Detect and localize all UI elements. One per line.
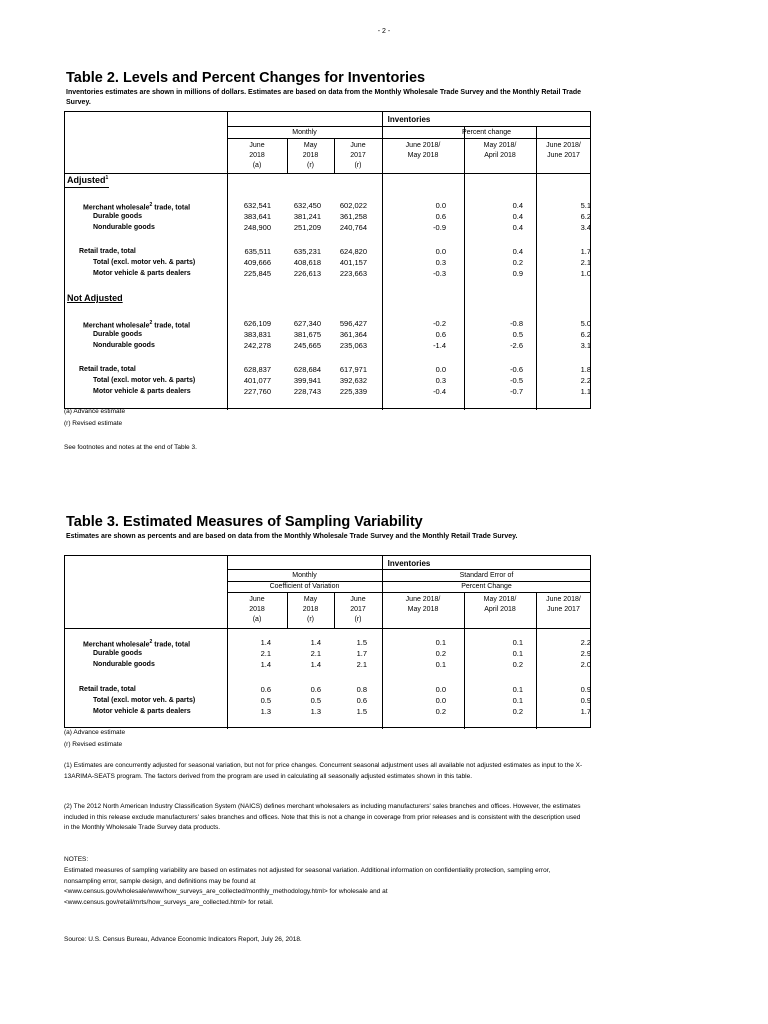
- column-header: May 2018: [407, 606, 439, 613]
- table-cell: 0.2: [435, 649, 446, 658]
- table-cell: 1.1: [580, 387, 591, 396]
- row-label: Total (excl. motor veh. & parts): [93, 259, 196, 266]
- column-header: 2017: [350, 152, 366, 159]
- column-header-flag: (r): [354, 162, 362, 169]
- table-cell: 401,157: [339, 258, 367, 267]
- column-header: April 2018: [484, 606, 516, 613]
- table-cell: 251,209: [293, 223, 321, 232]
- percent-change-header: Percent change: [461, 129, 512, 136]
- inventories-header: Inventories: [387, 115, 431, 124]
- table-cell: 2.9: [580, 649, 591, 658]
- table-cell: 1.3: [260, 707, 271, 716]
- table2-see-notes: See footnotes and notes at the end of Table 3.: [64, 444, 197, 451]
- row-label: Total (excl. motor veh. & parts): [93, 697, 196, 704]
- section-not-adjusted: Not Adjusted: [67, 293, 123, 303]
- column-header: June: [350, 596, 366, 603]
- table-cell: 0.9: [580, 696, 591, 705]
- table-cell: 381,241: [293, 212, 321, 221]
- column-header: June 2018/: [405, 142, 441, 149]
- table-cell: 0.0: [435, 696, 446, 705]
- table-cell: 242,278: [243, 341, 271, 350]
- table-rule: [227, 592, 591, 593]
- column-header: June 2017: [547, 606, 580, 613]
- table-cell: 626,109: [243, 319, 271, 328]
- table-cell: 0.6: [435, 212, 446, 221]
- table-cell: 0.9: [512, 269, 523, 278]
- table-rule: [227, 138, 591, 139]
- table-cell: 240,764: [339, 223, 367, 232]
- table-cell: 1.5: [356, 707, 367, 716]
- table-cell: 1.4: [310, 638, 321, 647]
- table-cell: 383,831: [243, 330, 271, 339]
- table-cell: 248,900: [243, 223, 271, 232]
- column-header: May 2018: [407, 152, 439, 159]
- table-rule: [65, 173, 591, 174]
- section-adjusted: Adjusted$^1$: [67, 175, 109, 185]
- table-cell: 0.4: [512, 212, 523, 221]
- table-cell: 1.7: [580, 707, 591, 716]
- table-cell: 0.2: [435, 707, 446, 716]
- inventories-header: Inventories: [387, 559, 431, 568]
- column-header-flag: (a): [252, 162, 262, 169]
- table-cell: 408,618: [293, 258, 321, 267]
- table-cell: 225,339: [339, 387, 367, 396]
- notes-body: Estimated measures of sampling variability are based on estimates not adjusted for seasonal variation. Additional information on confidentiality protection, sampling error, nonsampling error, sample design, and definitions may be found at: [64, 867, 551, 885]
- table-cell: 627,340: [293, 319, 321, 328]
- column-header: 2017: [350, 606, 366, 613]
- row-label: Retail trade, total: [79, 366, 136, 373]
- table-cell: 5.1: [580, 201, 591, 210]
- table-cell: 1.4: [260, 660, 271, 669]
- table-cell: 0.2: [512, 707, 523, 716]
- table-cell: 0.1: [512, 638, 523, 647]
- table2-subtitle: Inventories estimates are shown in millions of dollars. Estimates are based on data from the Monthly Wholesale Trade Survey and the Monthly Retail Trade Survey.: [66, 89, 582, 106]
- footnote-ref: 2: [149, 320, 153, 326]
- table-cell: 5.0: [580, 319, 591, 328]
- cov-header: Coefficient of Variation: [269, 583, 340, 590]
- table-cell: 0.0: [435, 201, 446, 210]
- column-header-flag: (r): [307, 616, 314, 623]
- notes-url-wholesale: <www.census.gov/wholesale/www/how_surveys_are_collected/monthly_methodology.html> for wholesale and at: [64, 888, 388, 895]
- row-label: Motor vehicle & parts dealers: [93, 708, 191, 715]
- table-cell: 6.2: [580, 330, 591, 339]
- column-header: June 2018/: [546, 142, 581, 149]
- column-header: May: [303, 596, 318, 603]
- table-cell: -0.7: [510, 387, 523, 396]
- table-cell: 409,666: [243, 258, 271, 267]
- table-rule: [65, 628, 591, 629]
- table-cell: 6.2: [580, 212, 591, 221]
- column-header-flag: (a): [252, 616, 262, 623]
- table-cell: -0.3: [433, 269, 446, 278]
- column-header-flag: (r): [354, 616, 362, 623]
- row-label: Retail trade, total: [79, 248, 136, 255]
- table3-note-a: (a) Advance estimate: [64, 729, 126, 736]
- table2-title: Table 2. Levels and Percent Changes for Inventories: [66, 70, 426, 86]
- table-cell: 2.0: [580, 660, 591, 669]
- table-cell: 361,258: [339, 212, 367, 221]
- table-cell: 2.2: [580, 638, 591, 647]
- table3-subtitle: Estimates are shown as percents and are based on data from the Monthly Wholesale Trade Survey and the Monthly Retail Trade Survey.: [66, 533, 518, 540]
- column-header: 2018: [249, 606, 265, 613]
- table-cell: 245,665: [293, 341, 321, 350]
- table-cell: 2.1: [580, 258, 591, 267]
- table-cell: 0.1: [512, 696, 523, 705]
- table-cell: 361,364: [339, 330, 367, 339]
- table2-note-r: (r) Revised estimate: [64, 420, 123, 427]
- row-label: Motor vehicle & parts dealers: [93, 270, 191, 277]
- table-cell: 225,845: [243, 269, 271, 278]
- notes-url-retail: <www.census.gov/retail/mrts/how_surveys_are_collected.html> for retail.: [64, 899, 274, 906]
- column-header: June: [249, 142, 265, 149]
- row-label: Merchant wholesale$^2$ trade, total: [83, 320, 191, 330]
- table-cell: 596,427: [339, 319, 367, 328]
- notes-heading: NOTES:: [64, 856, 89, 863]
- table-cell: 2.1: [260, 649, 271, 658]
- table-cell: 0.1: [435, 660, 446, 669]
- column-header: June 2018/: [405, 596, 441, 603]
- table-cell: 0.6: [310, 685, 321, 694]
- table-cell: 0.3: [435, 376, 446, 385]
- column-header: 2018: [302, 152, 319, 159]
- table-cell: 2.2: [580, 376, 591, 385]
- table2: [64, 111, 591, 409]
- table-cell: 2.1: [356, 660, 367, 669]
- table-cell: -0.9: [433, 223, 446, 232]
- table-cell: 383,641: [243, 212, 271, 221]
- row-label: Merchant wholesale$^2$ trade, total: [83, 202, 191, 212]
- column-header: 2018: [249, 152, 265, 159]
- table-cell: 235,063: [339, 341, 367, 350]
- column-header: 2018: [302, 606, 319, 613]
- table-cell: 628,837: [243, 365, 271, 374]
- column-header: May: [303, 142, 318, 149]
- row-label: Durable goods: [93, 331, 143, 338]
- table-cell: 223,663: [339, 269, 367, 278]
- footnote-ref: 2: [149, 639, 153, 645]
- table-cell: 399,941: [293, 376, 321, 385]
- table-cell: 0.2: [512, 660, 523, 669]
- column-header-flag: (r): [307, 162, 314, 169]
- column-header: May 2018/: [483, 142, 517, 149]
- table-cell: 1.7: [356, 649, 367, 658]
- table-cell: 0.5: [512, 330, 523, 339]
- table-cell: 401,077: [243, 376, 271, 385]
- table-cell: 0.9: [580, 685, 591, 694]
- page-number: - 2 -: [377, 28, 391, 35]
- table-cell: 0.5: [310, 696, 321, 705]
- table-cell: 392,632: [339, 376, 367, 385]
- table-rule: [227, 569, 591, 570]
- table-cell: 2.1: [310, 649, 321, 658]
- column-header: June 2018/: [546, 596, 581, 603]
- table-cell: 632,541: [243, 201, 271, 210]
- table-cell: 0.6: [356, 696, 367, 705]
- table-cell: 0.1: [512, 649, 523, 658]
- table-cell: 0.4: [512, 247, 523, 256]
- footnote-ref: 2: [149, 202, 153, 208]
- table-cell: 0.0: [435, 685, 446, 694]
- table2-note-a: (a) Advance estimate: [64, 408, 126, 415]
- table3-note-r: (r) Revised estimate: [64, 741, 123, 748]
- table-cell: 0.4: [512, 223, 523, 232]
- table-cell: 635,231: [293, 247, 321, 256]
- table-cell: 624,820: [339, 247, 367, 256]
- row-label: Durable goods: [93, 213, 143, 220]
- std-error-header-2: Percent Change: [461, 583, 512, 590]
- row-label: Durable goods: [93, 650, 143, 657]
- table3: [64, 555, 591, 728]
- table-cell: 0.1: [512, 685, 523, 694]
- table-cell: 632,450: [293, 201, 321, 210]
- footnote-ref: 1: [105, 175, 109, 181]
- table-cell: 227,760: [243, 387, 271, 396]
- column-header: May 2018/: [483, 596, 517, 603]
- table-cell: 628,684: [293, 365, 321, 374]
- column-header: June: [249, 596, 265, 603]
- table-cell: 3.4: [580, 223, 591, 232]
- footnote-2: (2) The 2012 North American Industry Classification System (NAICS) defines merchant wholesalers as including manufacturers' sales branches and offices. However, the estimates included in this release exclude manufacturers' sales branches and offices. Note that this is not a change in coverage from prior releases and is consistent with the description used in the Monthly Wholesale Trade Survey data products.: [64, 803, 581, 831]
- column-header: June 2017: [547, 152, 580, 159]
- table-cell: 1.3: [310, 707, 321, 716]
- table-cell: -0.8: [510, 319, 523, 328]
- table-cell: 0.0: [435, 247, 446, 256]
- table-cell: 1.4: [310, 660, 321, 669]
- table-cell: 635,511: [244, 247, 271, 256]
- table-cell: 1.8: [580, 365, 591, 374]
- table-cell: 1.7: [580, 247, 591, 256]
- table-cell: 228,743: [293, 387, 321, 396]
- row-label: Motor vehicle & parts dealers: [93, 388, 191, 395]
- table-cell: 226,613: [293, 269, 321, 278]
- table-cell: 381,675: [293, 330, 321, 339]
- table-cell: 617,971: [339, 365, 367, 374]
- table-cell: 0.3: [435, 258, 446, 267]
- table-cell: -0.5: [510, 376, 523, 385]
- table-cell: 0.4: [512, 201, 523, 210]
- table-cell: 0.5: [260, 696, 271, 705]
- monthly-header: Monthly: [292, 129, 317, 136]
- table-cell: -2.6: [510, 341, 523, 350]
- table-cell: 602,022: [339, 201, 367, 210]
- section-underline: [65, 187, 109, 188]
- table-cell: -0.4: [433, 387, 446, 396]
- column-header: June: [350, 142, 366, 149]
- std-error-header: Standard Error of: [459, 572, 514, 579]
- table3-title: Table 3. Estimated Measures of Sampling Variability: [66, 514, 423, 530]
- table-rule: [227, 126, 591, 127]
- table-cell: 1.4: [260, 638, 271, 647]
- table-cell: -0.2: [433, 319, 446, 328]
- column-header: April 2018: [484, 152, 516, 159]
- table-cell: -0.6: [510, 365, 523, 374]
- table-cell: 0.1: [435, 638, 446, 647]
- table-cell: 3.1: [580, 341, 591, 350]
- table-cell: 0.2: [512, 258, 523, 267]
- table-cell: 0.0: [435, 365, 446, 374]
- monthly-header: Monthly: [292, 572, 317, 579]
- table-cell: 0.8: [356, 685, 367, 694]
- table-cell: 1.0: [580, 269, 591, 278]
- table-cell: 0.6: [435, 330, 446, 339]
- row-label: Total (excl. motor veh. & parts): [93, 377, 196, 384]
- table-cell: 0.6: [260, 685, 271, 694]
- row-label: Retail trade, total: [79, 686, 136, 693]
- footnote-1: (1) Estimates are concurrently adjusted for seasonal variation, but not for price changes. Concurrent seasonal adjustment uses all available not adjusted estimates as input to the X-13ARIMA-SEATS program. The factors derived from the program are used in calculating all seasonally adjusted estimates shown in this table.: [64, 762, 583, 780]
- row-label: Nondurable goods: [93, 661, 155, 668]
- table-cell: -1.4: [433, 341, 446, 350]
- table-cell: 1.5: [356, 638, 367, 647]
- row-label: Merchant wholesale$^2$ trade, total: [83, 639, 191, 649]
- row-label: Nondurable goods: [93, 342, 155, 349]
- source-line: Source: U.S. Census Bureau, Advance Economic Indicators Report, July 26, 2018.: [64, 936, 302, 943]
- row-label: Nondurable goods: [93, 224, 155, 231]
